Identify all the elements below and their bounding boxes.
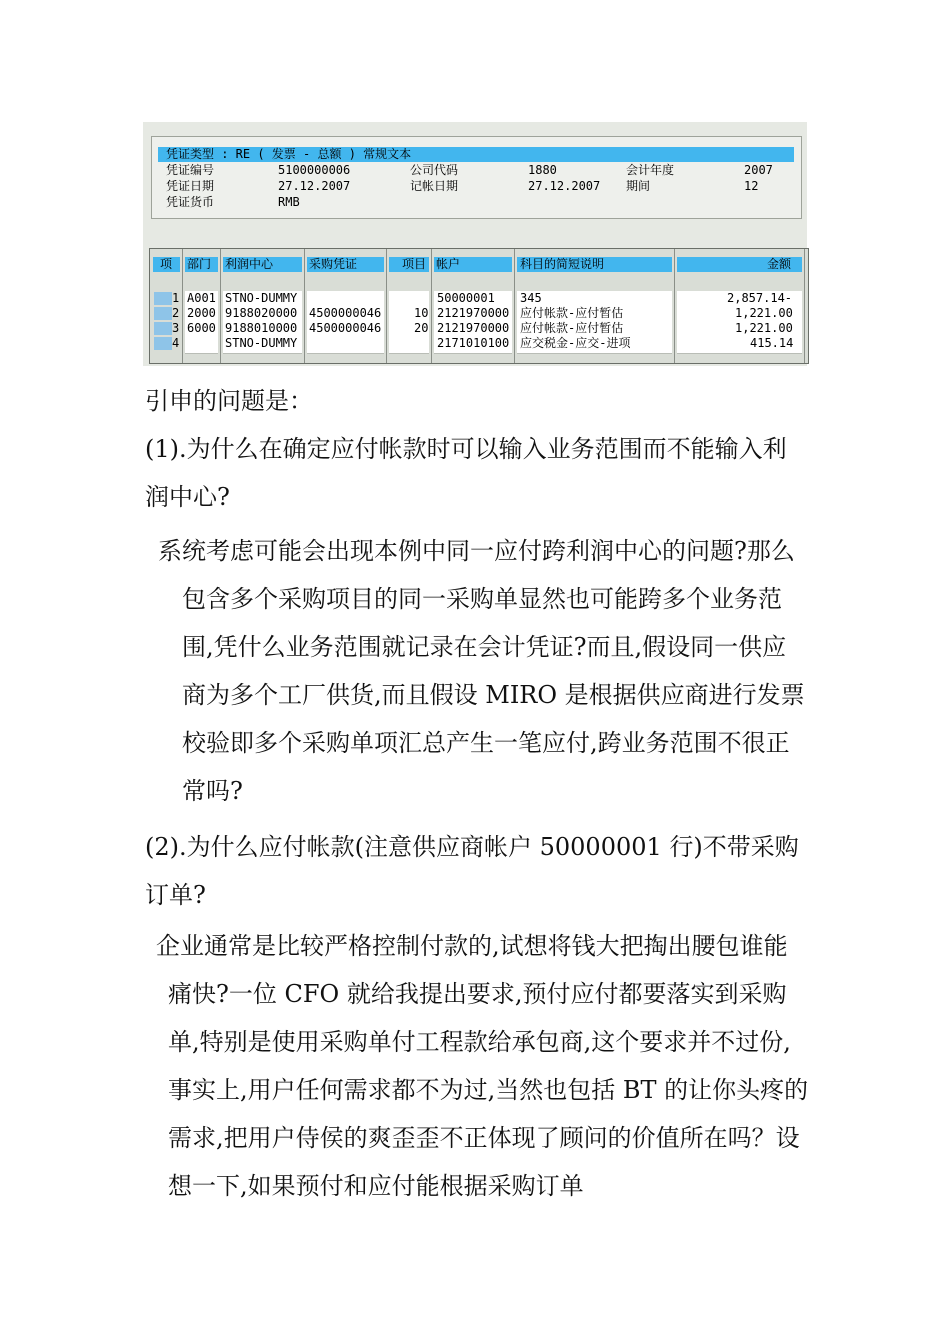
row-selector[interactable] bbox=[154, 292, 172, 305]
row-profit-center: STNO-DUMMY bbox=[225, 291, 298, 305]
col-sep bbox=[674, 249, 675, 363]
doc-date-label: 凭证日期 bbox=[166, 179, 215, 193]
question-2: (2).为什么应付帐款(注意供应商帐户 50000001 行)不带采购订单? bbox=[145, 833, 799, 909]
col-item-header: 项 bbox=[160, 257, 173, 271]
row-po-item: 20 bbox=[414, 321, 429, 335]
col-description-header: 科目的简短说明 bbox=[520, 257, 605, 271]
row-item-number: 4 bbox=[172, 336, 180, 350]
col-sep bbox=[804, 249, 805, 363]
row-item-number: 3 bbox=[172, 321, 180, 335]
row-account: 2121970000 bbox=[437, 306, 510, 320]
col-sep bbox=[182, 249, 183, 363]
row-account: 2171010100 bbox=[437, 336, 510, 350]
col-sep bbox=[386, 249, 387, 363]
row-po-number: 4500000046 bbox=[309, 321, 382, 335]
row-dept: A001 bbox=[187, 291, 216, 305]
row-selector[interactable] bbox=[154, 307, 172, 320]
row-description: 应交税金-应交-进项 bbox=[520, 336, 631, 350]
col-dept-header: 部门 bbox=[187, 257, 212, 271]
doc-date-value: 27.12.2007 bbox=[278, 179, 351, 193]
currency-label: 凭证货币 bbox=[166, 195, 215, 209]
row-amount: 2,857.14- bbox=[727, 291, 793, 305]
col-sep bbox=[304, 249, 305, 363]
row-account: 2121970000 bbox=[437, 321, 510, 335]
row-amount: 1,221.00 bbox=[735, 321, 793, 335]
row-profit-center: STNO-DUMMY bbox=[225, 336, 298, 350]
col-sep bbox=[514, 249, 515, 363]
row-selector[interactable] bbox=[154, 337, 172, 350]
document-header-panel bbox=[151, 136, 802, 219]
intro-line: 引申的问题是： bbox=[145, 387, 313, 415]
col-profit-center-header: 利润中心 bbox=[225, 257, 274, 271]
line-items-table bbox=[149, 248, 809, 364]
row-description: 应付帐款-应付暂估 bbox=[520, 321, 624, 335]
doc-number-value: 5100000006 bbox=[278, 163, 351, 177]
col-sep bbox=[431, 249, 432, 363]
company-code-value: 1880 bbox=[528, 163, 557, 177]
row-item-number: 1 bbox=[172, 291, 180, 305]
answer-1: 系统考虑可能会出现本例中同一应付跨利润中心的问题?那么包含多个采购项目的同一采购单显然也可能跨多个业务范围,凭什么业务范围就记录在会计凭证?而且,假设同一供应商为多个工厂供货,而且假设 MIRO 是根据供应商进行发票校验即多个采购单项汇总产生一笔应付,跨业务范围不很正常吗? bbox=[158, 537, 805, 805]
posting-date-label: 记帐日期 bbox=[410, 179, 459, 193]
row-dept: 2000 bbox=[187, 306, 216, 320]
row-selector[interactable] bbox=[154, 322, 172, 335]
row-description: 应付帐款-应付暂估 bbox=[520, 306, 624, 320]
question-1: (1).为什么在确定应付帐款时可以输入业务范围而不能输入利润中心? bbox=[145, 435, 787, 511]
posting-date-value: 27.12.2007 bbox=[528, 179, 601, 193]
period-value: 12 bbox=[744, 179, 759, 193]
row-description: 345 bbox=[520, 291, 542, 305]
col-amount-header: 金额 bbox=[767, 257, 792, 271]
row-dept: 6000 bbox=[187, 321, 216, 335]
row-amount: 415.14 bbox=[750, 336, 794, 350]
sap-document-screenshot bbox=[143, 122, 807, 366]
row-po-number: 4500000046 bbox=[309, 306, 382, 320]
row-item-number: 2 bbox=[172, 306, 180, 320]
period-label: 期间 bbox=[626, 179, 651, 193]
company-code-label: 公司代码 bbox=[410, 163, 459, 177]
col-account-header: 帐户 bbox=[436, 257, 461, 271]
row-profit-center: 9188020000 bbox=[225, 306, 298, 320]
col-sep bbox=[220, 249, 221, 363]
row-amount: 1,221.00 bbox=[735, 306, 793, 320]
currency-value: RMB bbox=[278, 195, 300, 209]
fiscal-year-label: 会计年度 bbox=[626, 163, 675, 177]
doc-number-label: 凭证编号 bbox=[166, 163, 215, 177]
row-account: 50000001 bbox=[437, 291, 495, 305]
col-po-item-header: 项目 bbox=[402, 257, 427, 271]
col-po-header: 采购凭证 bbox=[309, 257, 358, 271]
row-profit-center: 9188010000 bbox=[225, 321, 298, 335]
answer-2: 企业通常是比较严格控制付款的,试想将钱大把掏出腰包谁能痛快?一位 CFO 就给我提出要求,预付应付都要落实到采购单,特别是使用采购单付工程款给承包商,这个要求并不过份,事实上,用户任何需求都不为过,当然也包括 BT 的让你头疼的需求,把用户侍侯的爽歪歪不正体现了顾问的价值所在吗？设想一下,如果预付和应付能根据采购订单 bbox=[156, 932, 809, 1200]
row-po-item: 10 bbox=[414, 306, 429, 320]
fiscal-year-value: 2007 bbox=[744, 163, 773, 177]
doc-type-line: 凭证类型 : RE ( 发票 - 总额 ) 常规文本 bbox=[166, 147, 412, 161]
